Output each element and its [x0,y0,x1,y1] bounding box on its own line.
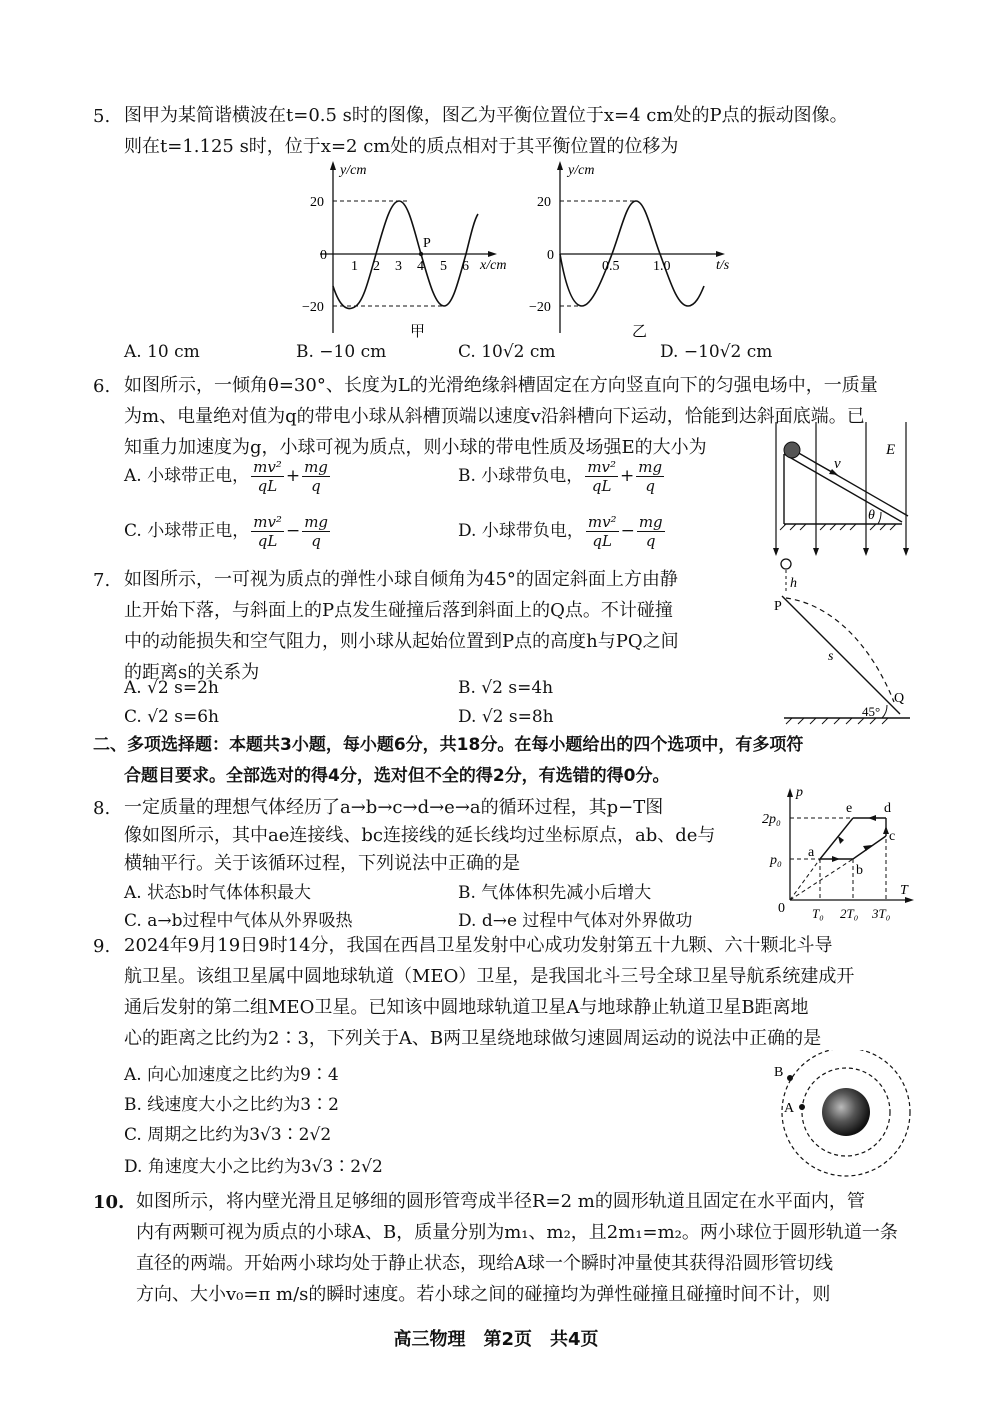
q9-satellite-b: B [774,1065,784,1080]
q6-b-frac1: $\frac{\text{mv²}}{qL}$ [587,458,617,495]
q9-option-b: B. 线速度大小之比约为3∶2 [124,1095,339,1115]
q9-option-c: C. 周期之比约为3√3∶2√2 [124,1125,332,1145]
q5-jia-point-p: P [423,236,431,251]
q9-number: 9. [93,936,111,957]
q5-jia-ytop: 20 [310,195,324,210]
q6-velocity-v: v [834,456,841,472]
q5-option-c: C. 10√2 cm [458,342,556,362]
q5-yi-caption: 乙 [632,324,648,340]
q5-jia-tick-6: 6 [462,259,469,274]
q8-option-b: B. 气体体积先减小后增大 [458,883,652,903]
q10-stem-line3: 直径的两端。开始两小球均处于静止状态，现给A球一个瞬时冲量使其获得沿圆形管切线 [136,1253,833,1274]
q6-option-b: B. 小球带负电， $\frac{\text{mv²}}{qL}$ + $\frac{mg}{q}$ [458,458,663,495]
q8-state-e: e [846,801,853,816]
q8-state-d: d [884,801,891,816]
q6-angle-theta: θ [868,508,875,523]
q7-height-h: h [790,576,797,591]
q8-axis-p: p [796,785,803,800]
q8-3t0: 3T₀ [872,906,891,921]
q6-option-d-label: D. 小球带负电， [458,521,584,541]
q8-option-a: A. 状态b时气体体积最大 [124,883,311,903]
section2-heading-line2: 合题目要求。全部选对的得4分，选对但不全的得2分，有选错的得0分。 [124,766,670,786]
q10-stem-line1: 如图所示，将内壁光滑且足够细的圆形管弯成半径R=2 m的圆形轨道且固定在水平面内，管 [136,1191,865,1212]
q5-yi-ylabel: y/cm [568,163,595,178]
q5-jia-ybot: −20 [302,300,324,315]
q5-option-b: B. −10 cm [296,342,387,362]
q7-option-a: A. √2 s=2h [124,678,219,698]
q5-jia-caption: 甲 [410,324,426,340]
q9-satellite-a: A [784,1101,795,1116]
q8-2t0: 2T₀ [840,906,859,921]
q5-vibration-graph-yi [520,158,750,343]
q10-stem-line4: 方向、大小v₀=π m/s的瞬时速度。若小球之间的碰撞均为弹性碰撞且碰撞时间不计，则 [136,1284,831,1305]
q10-stem-line2: 内有两颗可视为质点的小球A、B，质量分别为m₁、m₂，且2m₁=m₂。两小球位于圆形轨道一条 [136,1222,898,1243]
q6-option-b-label: B. 小球带负电， [458,466,584,486]
q5-jia-tick-5: 5 [440,259,447,274]
q8-stem-line1: 一定质量的理想气体经历了a→b→c→d→e→a的循环过程，其p−T图 [124,797,664,818]
section2-heading-line1: 二、多项选择题：本题共3小题，每小题6分，共18分。在每小题给出的四个选项中，有多项符 [93,735,804,755]
q5-option-d: D. −10√2 cm [660,342,773,362]
q6-stem-line2: 为m、电量绝对值为q的带电小球从斜槽顶端以速度v沿斜槽向下运动，恰能到达斜面底端。已 [124,406,865,427]
q5-stem-line1: 图甲为某简谐横波在t=0.5 s时的图像，图乙为平衡位置位于x=4 cm处的P点的振动图像。 [124,105,848,126]
q5-yi-yzero: 0 [547,248,554,263]
q5-wave-graph-jia [300,158,530,343]
earth-icon [822,1088,870,1136]
q7-number: 7. [93,570,111,591]
q6-field-e: E [886,442,896,458]
q8-2p0: 2p₀ [762,812,781,827]
q5-jia-tick-4: 4 [417,259,424,274]
q6-a-frac2: $\frac{mg}{q}$ [304,458,328,495]
q10-number: 10. [93,1192,125,1213]
q7-stem-line4: 的距离s的关系为 [124,662,260,683]
page-footer: 高三物理 第2页 共4页 [393,1329,599,1350]
q8-origin: 0 [778,901,785,916]
q8-state-c: c [889,829,896,844]
q8-p0: p₀ [770,853,782,868]
q8-state-a: a [808,845,815,860]
q8-option-c: C. a→b过程中气体从外界吸热 [124,911,353,931]
q5-yi-xlabel: t/s [716,258,730,273]
q5-jia-yzero: 0 [320,248,327,263]
q7-bounce-diagram [770,552,920,730]
q7-stem-line1: 如图所示，一可视为质点的弹性小球自倾角为45°的固定斜面上方由静 [124,569,678,590]
q5-jia-tick-3: 3 [395,259,402,274]
q8-stem-line3: 横轴平行。关于该循环过程，下列说法中正确的是 [124,853,520,874]
q6-option-d: D. 小球带负电， $\frac{\text{mv²}}{qL}$ − $\frac{mg}{q}$ [458,513,663,550]
q5-stem-line2: 则在t=1.125 s时，位于x=2 cm处的质点相对于其平衡位置的位移为 [124,136,679,157]
q9-stem-line2: 航卫星。该组卫星属中圆地球轨道（MEO）卫星，是我国北斗三号全球卫星导航系统建成开 [124,966,855,987]
q9-orbit-diagram [770,1050,915,1180]
q8-option-d: D. d→e 过程中气体对外界做功 [458,911,693,931]
q6-c-frac1: $\frac{\text{mv²}}{qL}$ [253,513,282,550]
q9-stem-line1: 2024年9月19日9时14分，我国在西昌卫星发射中心成功发射第五十九颗、六十颗北斗导 [124,935,833,956]
q8-state-b: b [856,863,863,878]
q8-stem-line2: 像如图所示，其中ae连接线、bc连接线的延长线均过坐标原点，ab、de与 [124,825,716,846]
q7-point-p: P [774,599,782,614]
q5-jia-ylabel: y/cm [340,163,367,178]
q9-option-a: A. 向心加速度之比约为9∶4 [124,1065,339,1085]
q9-option-d: D. 角速度大小之比约为3√3∶2√2 [124,1157,383,1177]
q7-stem-line2: 止开始下落，与斜面上的P点发生碰撞后落到斜面上的Q点。不计碰撞 [124,600,673,621]
q6-b-frac2: $\frac{mg}{q}$ [638,458,663,495]
q5-yi-ytop: 20 [537,195,551,210]
q6-c-frac2: $\frac{mg}{q}$ [304,513,329,550]
q8-number: 8. [93,798,111,819]
q6-number: 6. [93,376,111,397]
q5-yi-tick-05: 0.5 [602,259,620,274]
q8-t0: T₀ [812,906,824,921]
q8-pt-diagram [760,782,920,924]
q6-a-frac1: $\frac{\text{mv²}}{qL}$ [253,458,282,495]
q7-option-d: D. √2 s=8h [458,707,554,727]
q7-angle-45: 45° [862,704,881,719]
q5-jia-tick-2: 2 [373,259,380,274]
q6-d-frac1: $\frac{\text{mv²}}{qL}$ [587,513,617,550]
q7-point-q: Q [894,691,905,706]
q5-jia-tick-1: 1 [351,259,358,274]
q5-yi-ybot: −20 [529,300,551,315]
q7-option-b: B. √2 s=4h [458,678,554,698]
q9-stem-line4: 心的距离之比约为2∶3，下列关于A、B两卫星绕地球做匀速圆周运动的说法中正确的是 [124,1028,822,1049]
q6-option-a: A. 小球带正电， $\frac{\text{mv²}}{qL}$ + $\frac{mg}{q}$ [124,458,328,495]
q6-option-c-label: C. 小球带正电， [124,521,250,541]
q7-option-c: C. √2 s=6h [124,707,219,727]
q7-distance-s: s [828,649,834,664]
q7-stem-line3: 中的动能损失和空气阻力，则小球从起始位置到P点的高度h与PQ之间 [124,631,679,652]
q6-option-c: C. 小球带正电， $\frac{\text{mv²}}{qL}$ − $\frac{mg}{q}$ [124,513,329,550]
q6-incline-diagram [770,420,915,560]
q6-stem-line3: 知重力加速度为g，小球可视为质点，则小球的带电性质及场强E的大小为 [124,437,707,458]
q5-yi-tick-10: 1.0 [653,259,671,274]
q5-option-a: A. 10 cm [124,342,200,362]
q6-stem-line1: 如图所示，一倾角θ=30°、长度为L的光滑绝缘斜槽固定在方向竖直向下的匀强电场中，一质量 [124,375,878,396]
q5-jia-xlabel: x/cm [480,258,507,273]
q6-d-frac2: $\frac{mg}{q}$ [638,513,663,550]
q9-stem-line3: 通后发射的第二组MEO卫星。已知该中圆地球轨道卫星A与地球静止轨道卫星B距离地 [124,997,809,1018]
q8-axis-t: T [900,883,908,898]
q5-number: 5. [93,106,111,127]
q6-option-a-label: A. 小球带正电， [124,466,250,486]
